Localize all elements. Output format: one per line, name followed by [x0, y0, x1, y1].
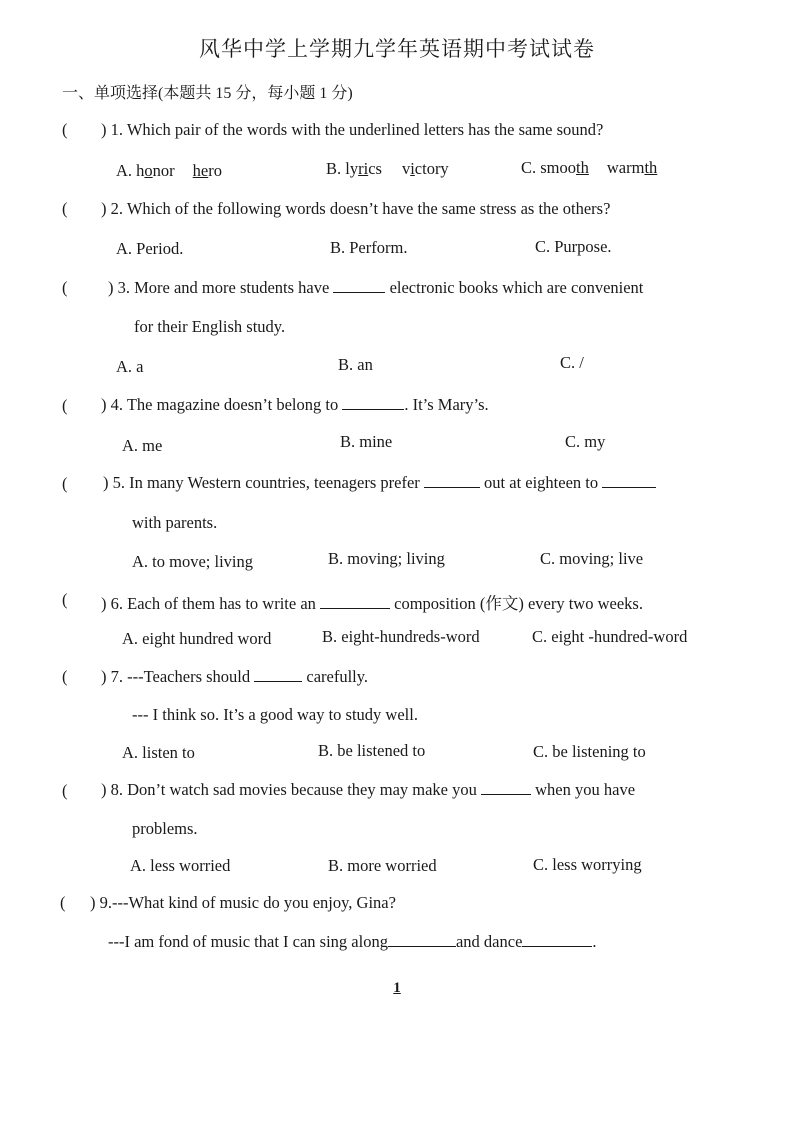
q1-a-word2-end: ro — [208, 161, 222, 180]
answer-blank — [602, 473, 656, 488]
q1-c-word2-underlined: th — [644, 158, 658, 177]
answer-blank — [522, 932, 592, 947]
exam-title: 风华中学上学期九学年英语期中考试试卷 — [199, 37, 595, 61]
q2-option-b: B. Perform. — [330, 238, 408, 257]
q1-c-prefix: C. smoo — [521, 158, 577, 177]
q2-option-a: A. Period. — [116, 239, 184, 258]
q4-stem-end: . It’s Mary’s. — [404, 395, 489, 414]
q6-option-c: C. eight -hundred-word — [532, 627, 688, 646]
q1-b-word1-underlined: ri — [358, 159, 369, 178]
q5-stem-end: out at eighteen to — [484, 473, 599, 492]
question-1-stem: ) 1. Which pair of the words with the underlined letters has the same sound? — [101, 120, 604, 139]
answer-blank — [481, 780, 531, 795]
q3-option-b: B. an — [338, 355, 373, 374]
question-7-stem — [101, 667, 368, 687]
q4-option-a: A. me — [122, 436, 163, 455]
answer-paren: ( — [62, 199, 68, 218]
q7-option-c: C. be listening to — [533, 742, 646, 761]
q1-b-word1-end: cs — [368, 159, 382, 178]
question-5-stem — [103, 473, 656, 493]
q5-option-b: B. moving; living — [328, 549, 445, 568]
answer-blank — [424, 473, 480, 488]
answer-blank — [342, 395, 404, 410]
question-9-stem: ) 9.---What kind of music do you enjoy, Gina? — [90, 893, 396, 912]
q9-cont-start: ---I am fond of music that I can sing along — [108, 932, 388, 951]
q4-option-b: B. mine — [340, 432, 393, 451]
q1-a-word1-underlined: o — [144, 161, 153, 180]
answer-blank — [320, 594, 390, 609]
question-8-continuation: problems. — [132, 819, 198, 838]
answer-blank — [388, 932, 456, 947]
question-3-continuation: for their English study. — [134, 317, 286, 336]
q8-stem-start: ) 8. Don’t watch sad movies because they may make you — [101, 780, 477, 799]
q1-c-word1-underlined: th — [576, 158, 589, 177]
answer-paren: ( — [62, 667, 68, 686]
question-4-stem — [101, 395, 489, 415]
q6-stem-start: ) 6. Each of them has to write an — [101, 594, 316, 613]
q6-option-b: B. eight-hundreds-word — [322, 627, 480, 646]
answer-paren: ( — [62, 474, 68, 493]
answer-paren: ( — [62, 781, 68, 800]
question-6-stem — [101, 590, 643, 614]
question-7-continuation: --- I think so. It’s a good way to study well. — [132, 705, 418, 724]
answer-blank — [333, 278, 385, 293]
q7-stem-start: ) 7. ---Teachers should — [101, 667, 251, 686]
q8-option-c: C. less worrying — [533, 855, 642, 874]
q5-option-a: A. to move; living — [132, 552, 253, 571]
q1-option-a — [116, 161, 222, 181]
answer-blank — [254, 667, 302, 682]
q3-stem-end: electronic books which are convenient — [389, 278, 644, 297]
q1-a-prefix: A. — [116, 161, 137, 180]
question-3-stem — [108, 278, 643, 298]
section-heading: 一、单项选择(本题共 15 分，每小题 1 分) — [62, 85, 353, 102]
q8-stem-end: when you have — [535, 780, 636, 799]
q6-stem-end: composition (作文) every two weeks. — [394, 594, 643, 613]
q1-c-word2-start: warm — [606, 158, 645, 177]
q4-option-c: C. my — [565, 432, 606, 451]
q1-a-word2-underlined: he — [192, 161, 209, 180]
answer-paren: ( — [60, 893, 66, 912]
q4-stem-start: ) 4. The magazine doesn’t belong to — [101, 395, 339, 414]
q8-option-a: A. less worried — [130, 856, 231, 875]
q9-cont-middle: and dance — [455, 932, 523, 951]
q7-option-b: B. be listened to — [318, 741, 426, 760]
q9-cont-end: . — [592, 932, 597, 951]
q7-stem-end: carefully. — [306, 667, 369, 686]
question-5-continuation: with parents. — [132, 513, 218, 532]
q3-option-c: C. / — [560, 353, 584, 372]
q6-option-a: A. eight hundred word — [122, 629, 272, 648]
q8-option-b: B. more worried — [328, 856, 437, 875]
page-number: 1 — [393, 980, 401, 996]
question-2-stem: ) 2. Which of the following words doesn’t have the same stress as the others? — [101, 199, 611, 218]
q1-a-word1-start: h — [136, 161, 145, 180]
q5-option-c: C. moving; live — [540, 549, 644, 568]
q2-option-c: C. Purpose. — [535, 237, 612, 256]
answer-paren: ( — [62, 590, 68, 609]
q1-b-word2-end: ctory — [414, 159, 449, 178]
q1-b-word2-start: v — [401, 159, 411, 178]
q3-option-a: A. a — [116, 357, 144, 376]
answer-paren: ( — [62, 278, 68, 297]
answer-paren: ( — [62, 396, 68, 415]
q1-option-c — [521, 158, 657, 178]
answer-paren: ( — [62, 120, 68, 139]
q1-option-b — [326, 159, 449, 179]
q7-option-a: A. listen to — [122, 743, 195, 762]
question-9-continuation — [108, 932, 597, 952]
q1-a-word1-end: nor — [152, 161, 175, 180]
question-8-stem — [101, 780, 635, 800]
q1-b-prefix: B. ly — [326, 159, 359, 178]
q5-stem-start: ) 5. In many Western countries, teenagers prefer — [103, 473, 420, 492]
q1-b-word2-underlined: i — [410, 159, 415, 178]
q3-stem-start: ) 3. More and more students have — [108, 278, 330, 297]
